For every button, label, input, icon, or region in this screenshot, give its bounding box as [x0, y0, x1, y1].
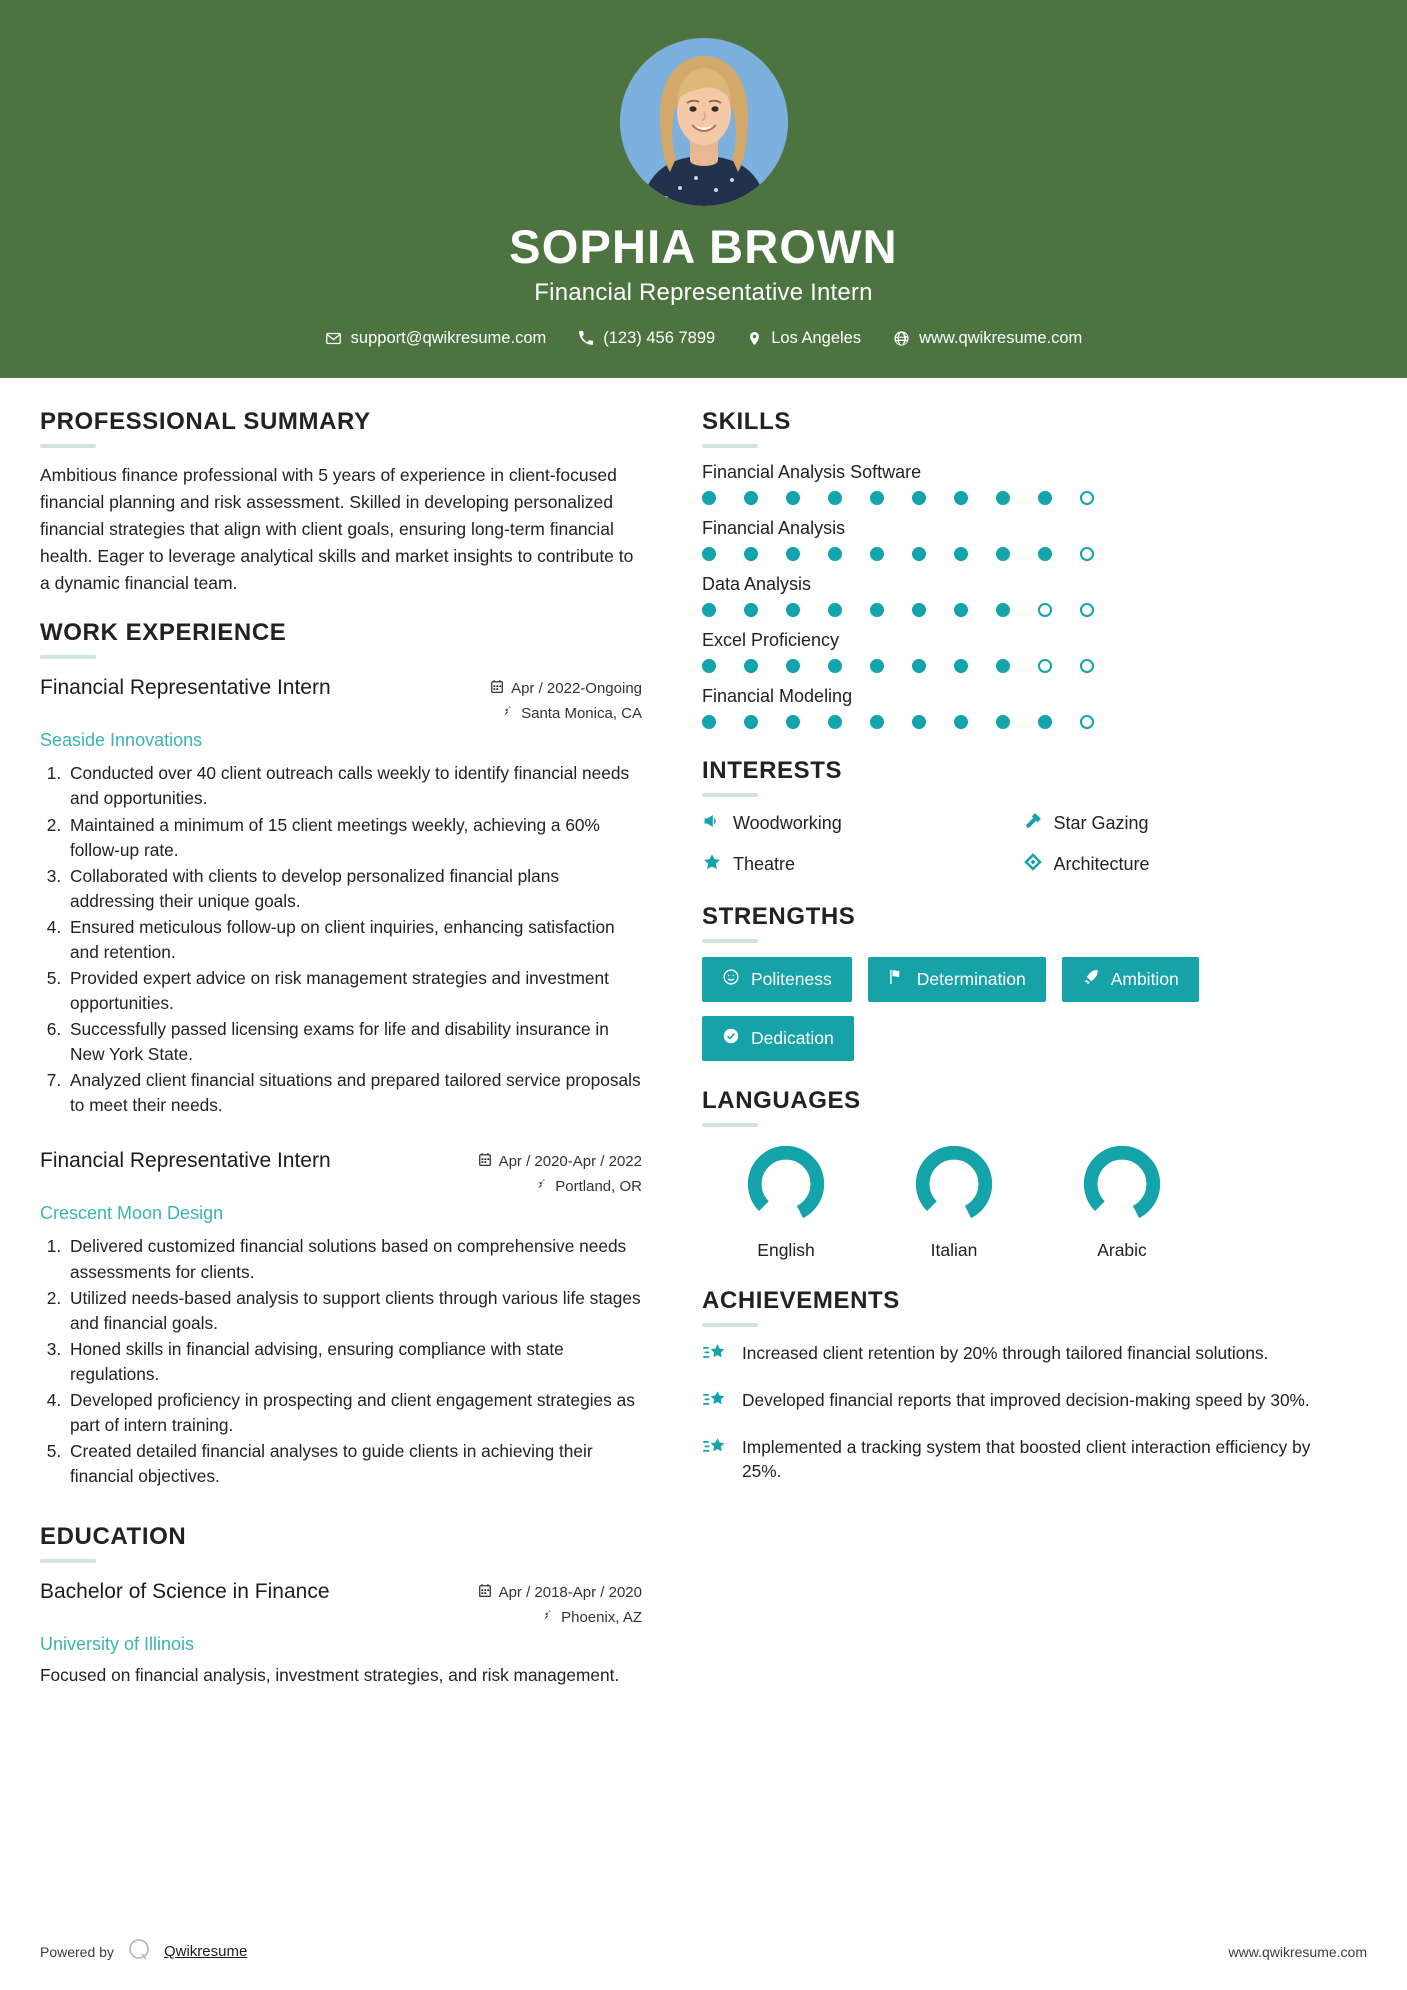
calendar-icon [478, 1152, 492, 1171]
skill-dot-empty [1080, 603, 1094, 617]
education-meta [478, 1579, 642, 1632]
calendar-icon [490, 679, 504, 698]
page-title: SOPHIA BROWN [509, 220, 898, 273]
phone-icon [578, 330, 594, 346]
section-rule [702, 1123, 758, 1127]
strength-label: Determination [916, 968, 1026, 989]
section-title-languages: LANGUAGES [702, 1086, 861, 1114]
skill-dot-filled [996, 715, 1010, 729]
skill-dot-filled [828, 491, 842, 505]
strength-label: Ambition [1110, 968, 1179, 989]
list-item: 1. Delivered customized financial solutions based on comprehensive needs assessments for clients. [66, 1234, 642, 1284]
skill-dot-filled [870, 547, 884, 561]
megaphone-icon [702, 811, 722, 836]
section-title-education: EDUCATION [40, 1523, 187, 1551]
section-rule [702, 793, 758, 797]
section-skills [702, 408, 1335, 729]
resume-footer [0, 1919, 1407, 1990]
skill-dot-filled [702, 547, 716, 561]
summary-text: Ambitious finance professional with 5 years of experience in client-focused financial planning and risk assessment. Skilled in developing personalized financial strategies that align with client goals, ensuring long-term financial health. Eager to leverage analytical skills and market insights to contribute to a dynamic financial team. [40, 464, 634, 594]
skill-dot-filled [786, 491, 800, 505]
skill-dot-filled [912, 603, 926, 617]
skill-dot-empty [1038, 603, 1052, 617]
interest-label: Star Gazing [1053, 812, 1149, 833]
education-header [40, 1579, 642, 1632]
flag-icon [888, 968, 906, 991]
section-rule [40, 1559, 96, 1563]
strength-label: Dedication [751, 1027, 834, 1048]
section-title-strengths: STRENGTHS [702, 902, 856, 930]
section-rule [702, 444, 758, 448]
experience-location-line [490, 704, 642, 722]
achievement-text: Developed financial reports that improved decision-making speed by 30%. [742, 1389, 1310, 1410]
language-label: English [757, 1239, 815, 1260]
skill-dot-filled [702, 659, 716, 673]
language-item [1038, 1141, 1206, 1261]
skill-dot-filled [870, 491, 884, 505]
section-title-skills: SKILLS [702, 407, 791, 435]
resume-header [0, 0, 1407, 378]
skill-dot-empty [1080, 659, 1094, 673]
pin-icon [536, 1177, 548, 1195]
experience-dates: Apr / 2022-Ongoing [511, 680, 642, 698]
skill-dot-filled [828, 547, 842, 561]
skill-dot-filled [702, 603, 716, 617]
shooting-star-icon [702, 1435, 728, 1466]
skill-dot-filled [744, 603, 758, 617]
skill-dot-filled [954, 659, 968, 673]
section-rule [702, 1323, 758, 1327]
section-achievements [702, 1287, 1335, 1484]
envelope-icon [325, 330, 342, 347]
skill-dot-empty [1038, 659, 1052, 673]
skill-dot-filled [744, 659, 758, 673]
experience-meta [478, 1148, 642, 1201]
skill-dot-filled [786, 715, 800, 729]
skill-rating [702, 603, 1335, 617]
rocket-icon [1082, 968, 1100, 991]
list-item: 5. Created detailed financial analyses to guide clients in achieving their financial objectives. [66, 1439, 642, 1489]
skill-label: Data Analysis [702, 573, 812, 594]
list-item: 2. Maintained a minimum of 15 client meetings weekly, achieving a 60% follow-up rate. [66, 813, 642, 863]
skill-rating [702, 491, 1335, 505]
section-title-achievements: ACHIEVEMENTS [702, 1286, 900, 1314]
section-rule [40, 444, 96, 448]
interests-grid [702, 811, 1335, 877]
achievement-text: Increased client retention by 20% through tailored financial solutions. [742, 1342, 1269, 1363]
interest-label: Woodworking [733, 812, 842, 833]
shooting-star-icon [702, 1341, 728, 1372]
skill-dot-filled [744, 715, 758, 729]
strength-chip [1062, 957, 1199, 1002]
interest-item [1023, 811, 1336, 836]
experience-company: Crescent Moon Design [40, 1203, 224, 1224]
list-item: 7. Analyzed client financial situations and prepared tailored service proposals to meet their needs. [66, 1068, 642, 1118]
skill-rating [702, 547, 1335, 561]
list-item: 4. Ensured meticulous follow-up on client inquiries, enhancing satisfaction and retention. [66, 915, 642, 965]
education-entry [40, 1579, 642, 1688]
skill-dot-empty [1080, 491, 1094, 505]
strength-chip [702, 957, 852, 1002]
skill-dot-filled [912, 659, 926, 673]
interest-label: Architecture [1053, 853, 1150, 874]
skill-item [702, 686, 1335, 729]
left-column [40, 408, 670, 1919]
hammer-icon [1023, 811, 1043, 836]
section-strengths [702, 903, 1335, 1061]
experience-entry [40, 675, 642, 1118]
language-item [702, 1141, 870, 1261]
section-title-summary: PROFESSIONAL SUMMARY [40, 407, 371, 435]
strengths-chips [702, 957, 1335, 1061]
avatar-photo [620, 38, 788, 206]
list-item: 5. Provided expert advice on risk management strategies and investment opportunities. [66, 966, 642, 1016]
skill-label: Financial Modeling [702, 685, 853, 706]
ribbon-icon [1023, 852, 1043, 877]
language-progress-ring [911, 1141, 997, 1227]
education-degree: Bachelor of Science in Finance [40, 1580, 330, 1604]
skill-dot-empty [1080, 715, 1094, 729]
languages-list [702, 1141, 1335, 1261]
skill-dot-filled [744, 491, 758, 505]
smiley-icon [722, 968, 740, 991]
achievement-text: Implemented a tracking system that boosted client interaction efficiency by 25%. [742, 1436, 1311, 1482]
interest-item [702, 852, 1015, 877]
skill-dot-filled [1038, 547, 1052, 561]
education-description: Focused on financial analysis, investment strategies, and risk management. [40, 1665, 620, 1686]
language-label: Italian [930, 1239, 978, 1260]
list-item: 4. Developed proficiency in prospecting and client engagement strategies as part of intern training. [66, 1388, 642, 1438]
contact-location[interactable] [731, 329, 877, 348]
skill-dot-filled [1038, 491, 1052, 505]
skill-item [702, 518, 1335, 561]
skill-dot-filled [996, 491, 1010, 505]
skill-rating [702, 715, 1335, 729]
skill-dot-filled [996, 659, 1010, 673]
list-item: 2. Utilized needs-based analysis to support clients through various life stages and financial goals. [66, 1286, 642, 1336]
contact-phone-text: (123) 456 7899 [603, 328, 716, 347]
skill-dot-filled [702, 715, 716, 729]
interest-item [702, 811, 1015, 836]
strength-label: Politeness [751, 968, 832, 989]
skill-label: Financial Analysis [702, 517, 846, 538]
experience-dates: Apr / 2020-Apr / 2022 [498, 1153, 642, 1171]
skill-dot-filled [744, 547, 758, 561]
education-dates: Apr / 2018-Apr / 2020 [498, 1584, 642, 1602]
globe-icon [893, 330, 910, 347]
list-item: 1. Conducted over 40 client outreach calls weekly to identify financial needs and opportunities. [66, 761, 642, 811]
pin-icon [542, 1608, 554, 1626]
skill-item [702, 574, 1335, 617]
qwikresume-brand-link[interactable]: Qwikresume [163, 1943, 248, 1960]
location-pin-icon [747, 330, 762, 347]
skill-dot-filled [912, 491, 926, 505]
section-professional-summary [40, 408, 642, 598]
skill-dot-filled [786, 547, 800, 561]
shooting-star-icon [702, 1388, 728, 1419]
language-label: Arabic [1097, 1239, 1147, 1260]
list-item: 6. Successfully passed licensing exams for life and disability insurance in New York State. [66, 1017, 642, 1067]
skill-dot-filled [870, 715, 884, 729]
experience-header [40, 1148, 642, 1201]
contact-location-text: Los Angeles [771, 328, 862, 347]
experience-bullets [66, 761, 642, 1118]
skill-dot-filled [912, 715, 926, 729]
qwikresume-logo-icon [126, 1937, 152, 1966]
experience-bullets [66, 1234, 642, 1489]
avatar [620, 38, 788, 206]
language-item [870, 1141, 1038, 1261]
calendar-icon [478, 1583, 492, 1602]
skill-dot-filled [702, 491, 716, 505]
section-work-experience [40, 619, 642, 1489]
check-circle-icon [722, 1027, 740, 1050]
contact-row [0, 329, 1407, 348]
skill-dot-filled [828, 715, 842, 729]
experience-dates-line [490, 679, 642, 698]
skill-dot-filled [954, 547, 968, 561]
strength-chip [868, 957, 1046, 1002]
right-column [670, 408, 1335, 1919]
section-education [40, 1523, 642, 1688]
experience-location-line [478, 1177, 642, 1195]
experience-company: Seaside Innovations [40, 730, 203, 751]
skill-dot-filled [1038, 715, 1052, 729]
experience-meta [490, 675, 642, 728]
skill-dot-filled [996, 547, 1010, 561]
experience-header [40, 675, 642, 728]
skill-label: Excel Proficiency [702, 629, 840, 650]
language-progress-ring [1079, 1141, 1165, 1227]
skill-dot-filled [828, 603, 842, 617]
skill-item [702, 462, 1335, 505]
skill-dot-filled [870, 659, 884, 673]
skill-dot-filled [912, 547, 926, 561]
education-dates-line [478, 1583, 642, 1602]
contact-phone[interactable] [562, 329, 731, 348]
skill-dot-filled [954, 603, 968, 617]
powered-by-label: Powered by [40, 1943, 114, 1960]
footer-website[interactable]: www.qwikresume.com [1228, 1943, 1367, 1960]
section-languages [702, 1087, 1335, 1261]
skill-item [702, 630, 1335, 673]
skill-dot-filled [786, 603, 800, 617]
job-title: Financial Representative Intern [534, 278, 873, 306]
resume-body [0, 378, 1407, 1919]
skill-dot-filled [870, 603, 884, 617]
section-title-interests: INTERESTS [702, 756, 843, 784]
contact-email-text: support@qwikresume.com [350, 328, 547, 347]
section-interests [702, 757, 1335, 877]
achievement-item [702, 1435, 1335, 1484]
powered-by [40, 1937, 247, 1966]
experience-location: Santa Monica, CA [521, 704, 642, 722]
experience-entry [40, 1148, 642, 1489]
experience-location: Portland, OR [555, 1177, 642, 1195]
education-school: University of Illinois [40, 1634, 195, 1655]
language-progress-ring [743, 1141, 829, 1227]
contact-website[interactable] [877, 329, 1098, 348]
section-rule [702, 939, 758, 943]
skill-dot-filled [954, 491, 968, 505]
contact-email[interactable] [309, 329, 563, 348]
strength-chip [702, 1016, 854, 1061]
achievement-item [702, 1341, 1335, 1372]
skill-dot-filled [954, 715, 968, 729]
pin-icon [502, 704, 514, 722]
education-location: Phoenix, AZ [561, 1608, 642, 1626]
skill-rating [702, 659, 1335, 673]
interest-label: Theatre [733, 853, 796, 874]
list-item: 3. Honed skills in financial advising, ensuring compliance with state regulations. [66, 1337, 642, 1387]
experience-dates-line [478, 1152, 642, 1171]
skill-dot-filled [828, 659, 842, 673]
contact-website-text: www.qwikresume.com [919, 328, 1083, 347]
experience-role: Financial Representative Intern [40, 676, 331, 700]
experience-role: Financial Representative Intern [40, 1149, 331, 1173]
skill-dot-filled [996, 603, 1010, 617]
skill-dot-filled [786, 659, 800, 673]
skill-label: Financial Analysis Software [702, 461, 922, 482]
education-location-line [478, 1608, 642, 1626]
achievement-item [702, 1388, 1335, 1419]
section-rule [40, 655, 96, 659]
skill-dot-empty [1080, 547, 1094, 561]
interest-item [1023, 852, 1336, 877]
star-icon [702, 852, 722, 877]
list-item: 3. Collaborated with clients to develop personalized financial plans addressing their unique goals. [66, 864, 642, 914]
section-title-work: WORK EXPERIENCE [40, 619, 287, 647]
